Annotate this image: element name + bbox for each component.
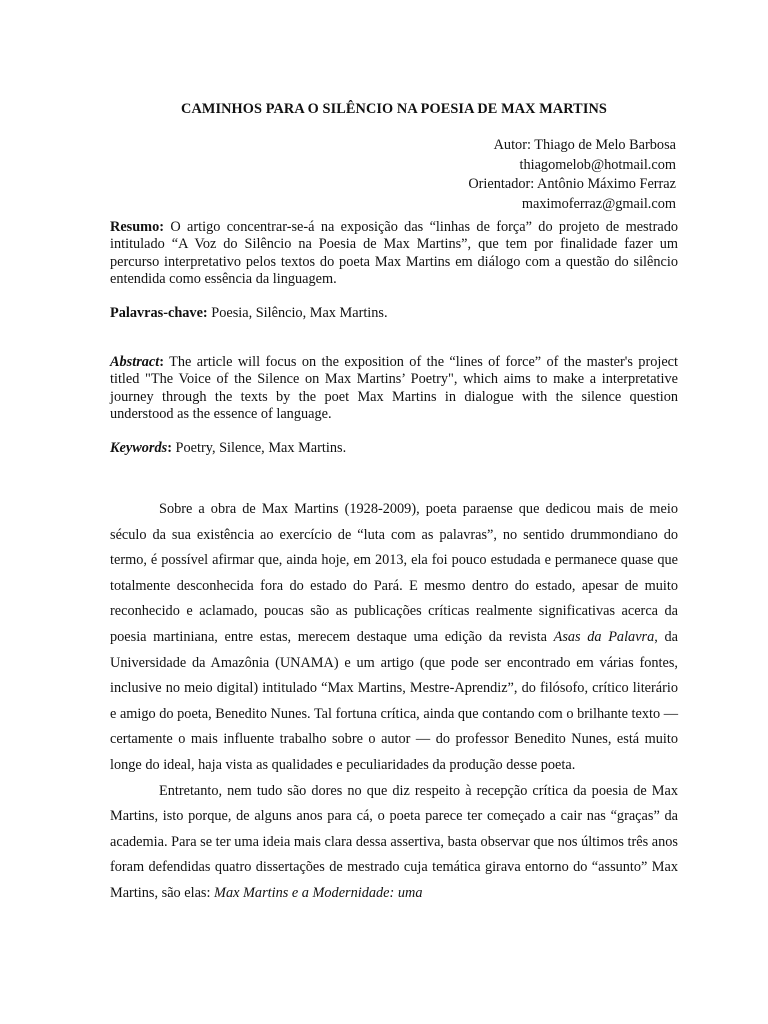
paper-title: CAMINHOS PARA O SILÊNCIO NA POESIA DE MAX MARTINS <box>181 101 607 117</box>
abstract-text: The article will focus on the exposition of the “lines of force” of the master's project titled "The Voice of the Silence on Max Martins’ Poetry", which aims to make a interpretative journey through the texts by the poet Max Martins in dialogue with the silence question understood as the essence of language. <box>110 354 678 422</box>
author-email: thiagomelob@hotmail.com <box>519 156 676 173</box>
advisor-name: Orientador: Antônio Máximo Ferraz <box>468 176 676 192</box>
keywords-text: Poetry, Silence, Max Martins. <box>171 440 347 456</box>
keywords-colon: : <box>167 440 172 456</box>
author-name: Autor: Thiago de Melo Barbosa <box>493 137 676 153</box>
body-paragraph-1 <box>110 497 678 779</box>
resumo-label: Resumo: <box>110 219 165 235</box>
abstract-label: Abstract <box>110 354 160 370</box>
abstract-colon: : <box>159 354 165 370</box>
body-p1-part-a: Sobre a obra de Max Martins (1928-2009), poeta paraense que dedicou mais de meio século da sua existência ao exercício de “luta com as palavras”, no sentido drummondiano do termo, é possível afirmar que, ainda hoje, em 2013, ela foi pouco estudada e permanece quase que totalmente desconhecida fora do estado do Pará. E mesmo dentro do estado, apesar de muito reconhecido e aclamado, poucas são as publicações críticas realmente significativas acerca da poesia martiniana, entre estas, merecem destaque uma edição da revista <box>110 501 678 645</box>
keywords-paragraph <box>110 440 678 457</box>
author-block <box>110 136 676 214</box>
abstract-paragraph <box>110 354 678 423</box>
keywords-label: Keywords <box>110 440 168 456</box>
resumo-text: O artigo concentrar-se-á na exposição das “linhas de força” do projeto de mestrado intitulado “A Voz do Silêncio na Poesia de Max Martins”, que tem por finalidade fazer um percurso interpretativo pelos textos do poeta Max Martins em diálogo com a questão do silêncio entendida como essência da linguagem. <box>110 219 678 287</box>
body-p2-part-a: Entretanto, nem tudo são dores no que diz respeito à recepção crítica da poesia de Max Martins, isto porque, de alguns anos para cá, o poeta parece ter começado a cair nas “graças” da academia. Para se ter uma ideia mais clara dessa assertiva, basta observar que nos últimos três anos foram defendidas quatro dissertações de mestrado cuja temática girava entorno do “assunto” Max Martins, são elas: <box>110 782 678 901</box>
palavras-chave-label: Palavras-chave: <box>110 305 208 321</box>
body-p1-part-b: , da Universidade da Amazônia (UNAMA) e um artigo (que pode ser encontrado em várias fontes, inclusive no meio digital) intitulado “Max Martins, Mestre-Aprendiz”, do filósofo, crítico literário e amigo do poeta, Benedito Nunes. Tal fortuna crítica, ainda que contando com o brilhante texto — certamente o mais influente trabalho sobre o autor — do professor Benedito Nunes, está muito longe do ideal, haja vista as qualidades e peculiaridades da produção desse poeta. <box>110 628 678 773</box>
body-p2-dissertation-title: Max Martins e a Modernidade: uma <box>214 884 423 901</box>
body-paragraph-2 <box>110 779 678 907</box>
body-p1-journal-title: Asas da Palavra <box>553 628 655 645</box>
resumo-paragraph <box>110 219 678 288</box>
palavras-chave-text: Poesia, Silêncio, Max Martins. <box>207 305 388 321</box>
advisor-email: maximoferraz@gmail.com <box>521 195 676 212</box>
body-text <box>110 497 678 907</box>
palavras-chave-paragraph <box>110 305 678 322</box>
